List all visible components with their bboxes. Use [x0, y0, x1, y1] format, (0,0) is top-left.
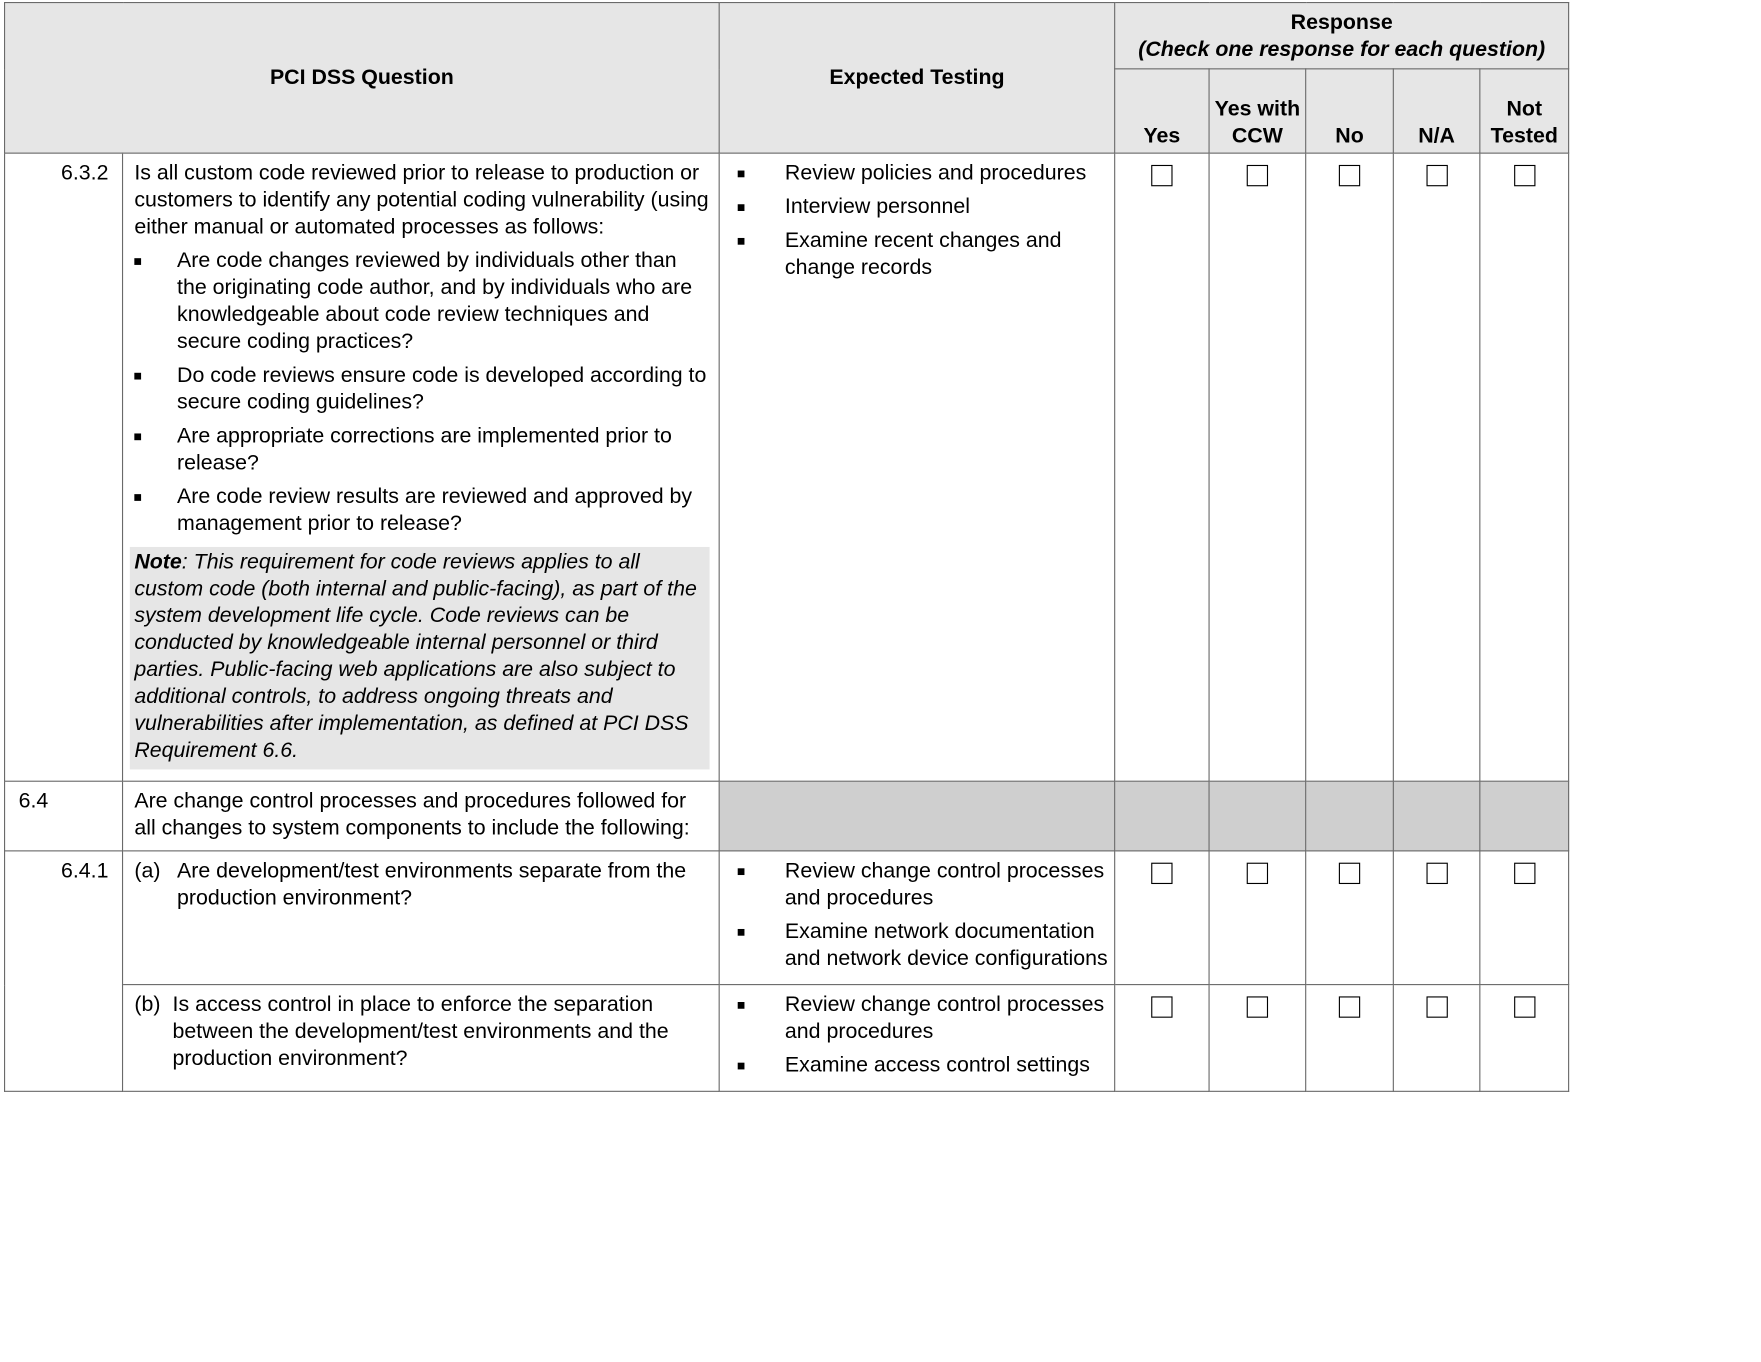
- response-option-not-tested: Not Tested: [1480, 69, 1569, 153]
- sub-question-label: (a): [134, 859, 161, 883]
- checkbox-yes[interactable]: [1151, 863, 1172, 884]
- bullet-icon: [134, 258, 141, 265]
- list-item: Examine network documentation and network device configurations: [735, 919, 1109, 973]
- list-item: Do code reviews ensure code is developed according to secure coding guidelines?: [134, 363, 709, 417]
- expected-testing-cell: [719, 153, 1115, 781]
- question-cell: [123, 153, 720, 781]
- requirement-number: 6.3.2: [5, 153, 123, 781]
- list-item: Are appropriate corrections are implemented prior to release?: [134, 423, 709, 477]
- checkbox-yes[interactable]: [1151, 996, 1172, 1017]
- shaded-cell: [1306, 781, 1394, 851]
- list-item: Are code changes reviewed by individuals other than the originating code author, and by individuals who are knowledgeable about code review techniques and secure coding practices?: [134, 248, 709, 356]
- table-row-6-4: [5, 781, 1569, 851]
- response-option-yes-with-ccw: Yes with CCW: [1209, 69, 1306, 153]
- list-item: Are code review results are reviewed and approved by management prior to release?: [134, 484, 709, 538]
- checkbox-yes-with-ccw[interactable]: [1247, 863, 1268, 884]
- checkbox-yes[interactable]: [1151, 165, 1172, 186]
- sub-question-label: (b): [134, 993, 161, 1017]
- checkbox-yes-with-ccw[interactable]: [1247, 165, 1268, 186]
- question-column-header: PCI DSS Question: [5, 3, 720, 154]
- checkbox-no[interactable]: [1339, 165, 1360, 186]
- list-item: Examine recent changes and change records: [735, 228, 1109, 282]
- shaded-cell: [1115, 781, 1209, 851]
- response-option-yes: Yes: [1115, 69, 1209, 153]
- table-row-6-4-1-a: [5, 851, 1569, 985]
- list-item: Interview personnel: [735, 194, 1109, 221]
- bullet-icon: [738, 1002, 745, 1009]
- question-bullets: [134, 248, 709, 538]
- list-item: Review policies and procedures: [735, 160, 1109, 187]
- list-item: Examine access control settings: [735, 1053, 1109, 1080]
- checkbox-not-tested[interactable]: [1514, 165, 1535, 186]
- bullet-icon: [738, 929, 745, 936]
- checkbox-not-tested[interactable]: [1514, 863, 1535, 884]
- question-text: Are change control processes and procedures followed for all changes to system components to include the following:: [123, 781, 720, 851]
- bullet-icon: [738, 868, 745, 875]
- question-text: Are development/test environments separate from the production environment?: [177, 859, 687, 910]
- note-label: Note: [134, 550, 182, 574]
- requirement-number: 6.4: [5, 781, 123, 851]
- pci-dss-question-table: [4, 2, 1569, 1092]
- questionnaire-sheet: [4, 2, 1761, 1362]
- question-text: Is access control in place to enforce the separation between the development/test environments and the production environment?: [172, 993, 669, 1071]
- response-title: Response: [1290, 10, 1393, 35]
- list-item: Review change control processes and procedures: [735, 992, 1109, 1046]
- bullet-icon: [738, 171, 745, 178]
- testing-column-header: Expected Testing: [719, 3, 1115, 154]
- table-row-6-3-2: [5, 153, 1569, 781]
- checkbox-no[interactable]: [1339, 863, 1360, 884]
- list-item: Review change control processes and procedures: [735, 858, 1109, 912]
- requirement-note: [130, 547, 710, 769]
- response-option-na: N/A: [1393, 69, 1480, 153]
- shaded-cell: [1480, 781, 1569, 851]
- checkbox-na[interactable]: [1426, 165, 1447, 186]
- checkbox-no[interactable]: [1339, 996, 1360, 1017]
- bullet-icon: [134, 373, 141, 380]
- table-row-6-4-1-b: [5, 985, 1569, 1092]
- response-header: [1115, 3, 1569, 69]
- response-subtitle: (Check one response for each question): [1138, 37, 1546, 62]
- bullet-icon: [738, 1063, 745, 1070]
- shaded-cell: [1393, 781, 1480, 851]
- bullet-icon: [738, 204, 745, 211]
- checkbox-na[interactable]: [1426, 863, 1447, 884]
- expected-testing-cell: [719, 851, 1115, 985]
- bullet-icon: [738, 238, 745, 245]
- bullet-icon: [134, 433, 141, 440]
- response-option-no: No: [1306, 69, 1394, 153]
- checkbox-na[interactable]: [1426, 996, 1447, 1017]
- shaded-cell: [1209, 781, 1306, 851]
- question-cell: [123, 851, 720, 985]
- requirement-number: 6.4.1: [5, 851, 123, 1091]
- bullet-icon: [134, 494, 141, 501]
- question-cell: [123, 985, 720, 1092]
- checkbox-not-tested[interactable]: [1514, 996, 1535, 1017]
- checkbox-yes-with-ccw[interactable]: [1247, 996, 1268, 1017]
- note-text: : This requirement for code reviews applies to all custom code (both internal and public-facing), as part of the system development life cycle. Code reviews can be conducted by knowledgeable internal personnel or third parties. Public-facing web applications are also subject to additional controls, to address ongoing threats and vulnerabilities after implementation, as defined at PCI DSS Requirement 6.6.: [134, 550, 697, 763]
- question-text: Is all custom code reviewed prior to release to production or customers to identify any potential coding vulnerability (using either manual or automated processes as follows:: [134, 161, 709, 240]
- expected-testing-cell: [719, 985, 1115, 1092]
- shaded-cell: [719, 781, 1115, 851]
